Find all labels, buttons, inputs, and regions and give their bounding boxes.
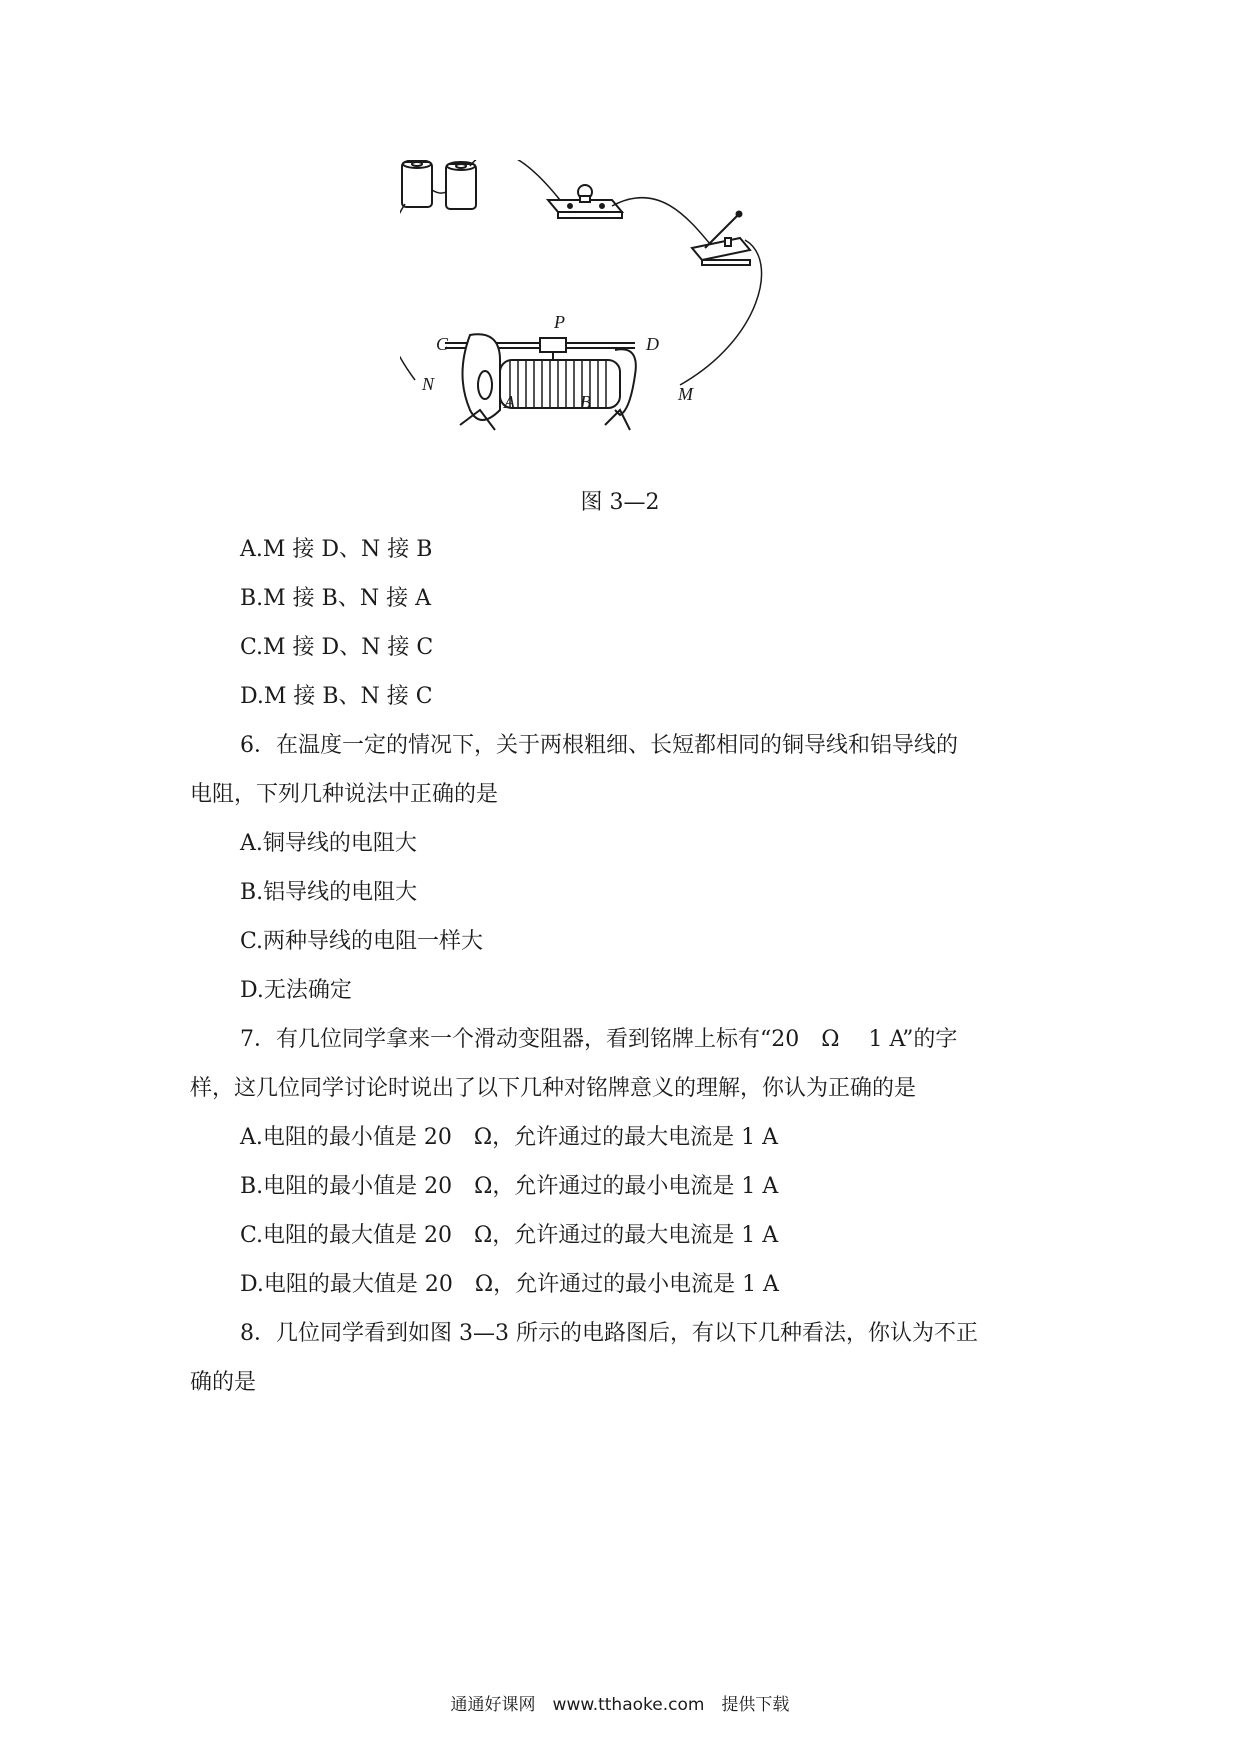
q6-stem-line2: 电阻，下列几种说法中正确的是 [190,782,499,807]
knife-switch [692,212,750,266]
bulb-holder [548,185,622,218]
q6-option-c: C.两种导线的电阻一样大 [240,929,484,954]
q5-option-a: A.M 接 D、N 接 B [240,537,433,562]
q5-option-d: D.M 接 B、N 接 C [240,684,433,709]
battery-right [446,162,476,209]
label-b: B [580,392,591,412]
q8-stem-line2: 确的是 [190,1370,257,1395]
q6-option-b: B.铝导线的电阻大 [240,880,418,905]
label-m: M [678,384,693,404]
slide-rheostat [445,334,636,430]
q6-stem-line1: 6．在温度一定的情况下，关于两根粗细、长短都相同的铜导线和铝导线的 [240,733,958,758]
q5-option-b: B.M 接 B、N 接 A [240,586,431,611]
label-d: D [646,334,659,354]
circuit-figure [400,160,900,490]
label-a: A [504,392,515,412]
figure-caption: 图 3—2 [580,490,660,515]
q6-option-d: D.无法确定 [240,978,352,1003]
q7-option-a: A.电阻的最小值是 20 Ω，允许通过的最大电流是 1 A [240,1125,778,1150]
label-p: P [554,312,565,332]
q7-option-b: B.电阻的最小值是 20 Ω，允许通过的最小电流是 1 A [240,1174,779,1199]
label-c: C [436,334,449,354]
q8-stem-line1: 8．几位同学看到如图 3—3 所示的电路图后，有以下几种看法，你认为不正 [240,1321,978,1346]
q7-option-d: D.电阻的最大值是 20 Ω，允许通过的最小电流是 1 A [240,1272,779,1297]
q7-option-c: C.电阻的最大值是 20 Ω，允许通过的最大电流是 1 A [240,1223,779,1248]
q5-option-c: C.M 接 D、N 接 C [240,635,434,660]
q7-stem-line1: 7．有几位同学拿来一个滑动变阻器，看到铭牌上标有“20 Ω 1 A”的字 [240,1027,958,1052]
page-footer: 通通好课网 www.tthaoke.com 提供下载 [450,1695,790,1715]
label-n: N [422,374,435,394]
q6-option-a: A.铜导线的电阻大 [240,831,417,856]
battery-left [402,160,432,207]
q7-stem-line2: 样，这几位同学讨论时说出了以下几种对铭牌意义的理解，你认为正确的是 [190,1076,917,1101]
